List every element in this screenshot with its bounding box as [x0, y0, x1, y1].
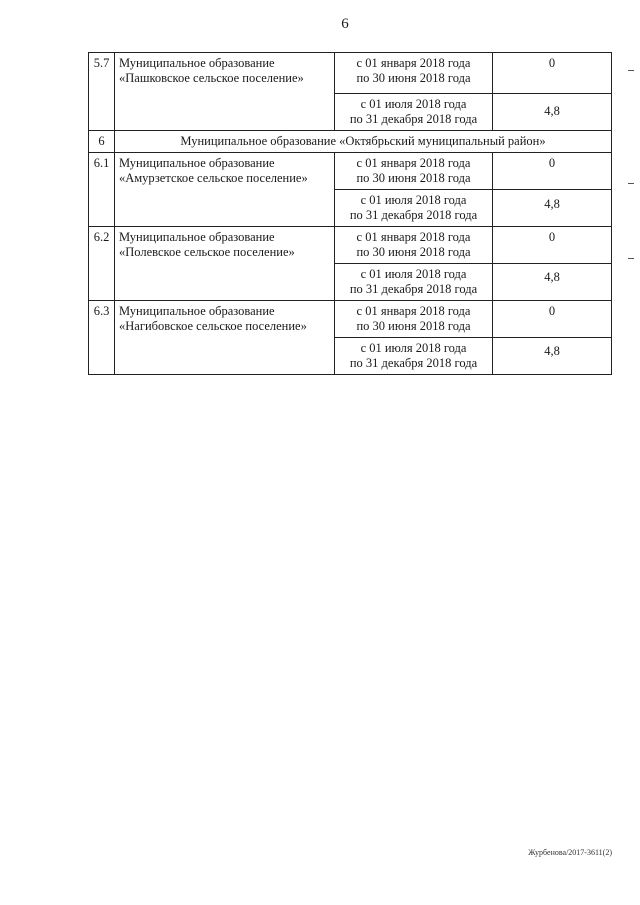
municipality-name-line1: Муниципальное образование [119, 304, 275, 318]
row-number: 6.2 [89, 227, 115, 301]
value-cell: 4,8 [493, 94, 612, 131]
period-start: с 01 января 2018 года [356, 230, 471, 244]
period-end: по 30 июня 2018 года [356, 245, 471, 259]
value-cell: 0 [493, 227, 612, 264]
section-number: 6 [89, 131, 115, 153]
municipality-name-line2: «Амурзетское сельское поселение» [119, 171, 308, 185]
period-cell [335, 53, 493, 94]
value-cell: 4,8 [493, 264, 612, 301]
period-start: с 01 июля 2018 года [360, 97, 467, 111]
period-cell [335, 190, 493, 227]
period-end: по 31 декабря 2018 года [349, 208, 478, 222]
document-footer-code: Журбенова/2017-3611(2) [528, 848, 612, 857]
tariff-table [88, 52, 612, 375]
period-cell [335, 153, 493, 190]
municipality-name [115, 301, 335, 375]
period-cell [335, 94, 493, 131]
period-start: с 01 июля 2018 года [360, 193, 467, 207]
municipality-name-line1: Муниципальное образование [119, 156, 275, 170]
scan-edge-mark [628, 258, 634, 259]
value-cell: 0 [493, 53, 612, 94]
section-title: Муниципальное образование «Октябрьский муниципальный район» [115, 131, 612, 153]
period-cell [335, 264, 493, 301]
period-start: с 01 июля 2018 года [360, 267, 467, 281]
period-end: по 31 декабря 2018 года [349, 282, 478, 296]
scan-edge-mark [628, 70, 634, 71]
row-number: 5.7 [89, 53, 115, 131]
table-row [89, 301, 612, 338]
value-cell: 4,8 [493, 190, 612, 227]
period-start: с 01 июля 2018 года [360, 341, 467, 355]
municipality-name-line2: «Пашковское сельское поселение» [119, 71, 304, 85]
period-start: с 01 января 2018 года [356, 56, 471, 70]
scan-edge-mark [628, 183, 634, 184]
period-end: по 30 июня 2018 года [356, 71, 471, 85]
table-row [89, 153, 612, 190]
row-number: 6.3 [89, 301, 115, 375]
period-start: с 01 января 2018 года [356, 156, 471, 170]
row-number: 6.1 [89, 153, 115, 227]
municipality-name [115, 227, 335, 301]
period-start: с 01 января 2018 года [356, 304, 471, 318]
period-end: по 31 декабря 2018 года [349, 112, 478, 126]
value-cell: 0 [493, 153, 612, 190]
period-cell [335, 301, 493, 338]
period-end: по 31 декабря 2018 года [349, 356, 478, 370]
table-row [89, 53, 612, 94]
page-number: 6 [341, 16, 349, 32]
period-cell [335, 227, 493, 264]
municipality-name-line2: «Нагибовское сельское поселение» [119, 319, 307, 333]
municipality-name-line2: «Полевское сельское поселение» [119, 245, 295, 259]
period-end: по 30 июня 2018 года [356, 171, 471, 185]
period-end: по 30 июня 2018 года [356, 319, 471, 333]
period-cell [335, 338, 493, 375]
value-cell: 0 [493, 301, 612, 338]
municipality-name-line1: Муниципальное образование [119, 230, 275, 244]
table-row [89, 227, 612, 264]
value-cell: 4,8 [493, 338, 612, 375]
municipality-name-line1: Муниципальное образование [119, 56, 275, 70]
municipality-name [115, 53, 335, 131]
municipality-name [115, 153, 335, 227]
section-row [89, 131, 612, 153]
